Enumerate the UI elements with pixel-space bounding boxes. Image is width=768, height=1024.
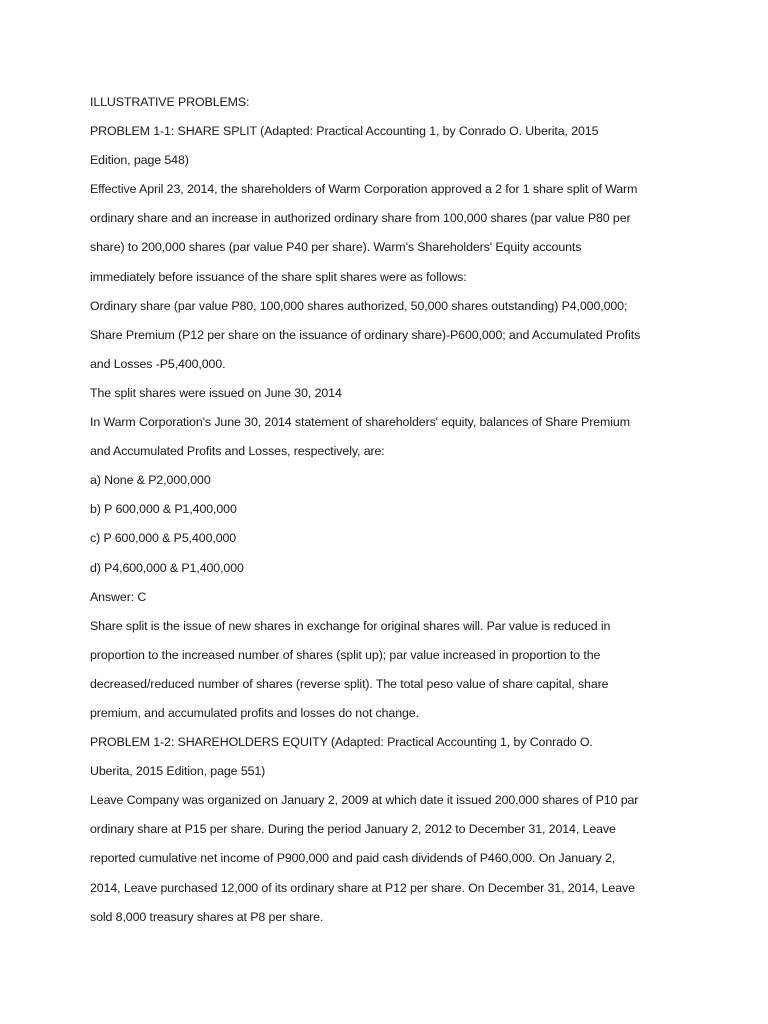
- text-line: 2014, Leave purchased 12,000 of its ordinary share at P12 per share. On December 31, 2014, Leave: [90, 880, 635, 895]
- explanation-line: decreased/reduced number of shares (reverse split). The total peso value of share capital, share: [90, 676, 609, 691]
- text-line: ordinary share at P15 per share. During the period January 2, 2012 to December 31, 2014, Leave: [90, 822, 616, 837]
- text-line: Effective April 23, 2014, the shareholders of Warm Corporation approved a 2 for 1 share split of Warm: [90, 182, 638, 197]
- question-line: In Warm Corporation's June 30, 2014 statement of shareholders' equity, balances of Share Premium: [90, 415, 630, 430]
- document-body: [90, 88, 690, 932]
- text-line: sold 8,000 treasury shares at P8 per share.: [90, 909, 324, 924]
- text-line: share) to 200,000 shares (par value P40 per share). Warm's Shareholders' Equity accounts: [90, 240, 582, 255]
- problem-1-1-title-cont: Edition, page 548): [90, 153, 189, 168]
- problem-1-1-title: PROBLEM 1-1: SHARE SPLIT (Adapted: Practical Accounting 1, by Conrado O. Uberita, 2015: [90, 124, 599, 139]
- choice-a: a) None & P2,000,000: [90, 473, 211, 488]
- choice-d: d) P4,600,000 & P1,400,000: [90, 560, 244, 575]
- text-line: Share Premium (P12 per share on the issuance of ordinary share)-P600,000; and Accumulated Profits: [90, 327, 641, 342]
- question-line: and Accumulated Profits and Losses, respectively, are:: [90, 444, 385, 459]
- text-line: reported cumulative net income of P900,000 and paid cash dividends of P460,000. On January 2,: [90, 851, 616, 866]
- problem-1-2-title: PROBLEM 1-2: SHAREHOLDERS EQUITY (Adapted: Practical Accounting 1, by Conrado O.: [90, 735, 593, 750]
- explanation-line: premium, and accumulated profits and losses do not change.: [90, 705, 419, 720]
- choice-c: c) P 600,000 & P5,400,000: [90, 531, 237, 546]
- explanation-line: Share split is the issue of new shares in exchange for original shares will. Par value is reduced in: [90, 618, 611, 633]
- text-line: and Losses -P5,400,000.: [90, 356, 226, 371]
- section-heading: ILLUSTRATIVE PROBLEMS:: [90, 95, 250, 109]
- explanation-line: proportion to the increased number of shares (split up); par value increased in proportion to the: [90, 647, 601, 662]
- text-line: immediately before issuance of the share split shares were as follows:: [90, 269, 467, 284]
- text-line: The split shares were issued on June 30, 2014: [90, 385, 342, 400]
- text-line: Leave Company was organized on January 2, 2009 at which date it issued 200,000 shares of P10 par: [90, 793, 639, 808]
- choice-b: b) P 600,000 & P1,400,000: [90, 502, 237, 517]
- answer-line: Answer: C: [90, 589, 147, 604]
- text-line: ordinary share and an increase in authorized ordinary share from 100,000 shares (par value P80 per: [90, 211, 631, 226]
- problem-1-2-title-cont: Uberita, 2015 Edition, page 551): [90, 764, 266, 779]
- text-line: Ordinary share (par value P80, 100,000 shares authorized, 50,000 shares outstanding) P4,000,000;: [90, 298, 628, 313]
